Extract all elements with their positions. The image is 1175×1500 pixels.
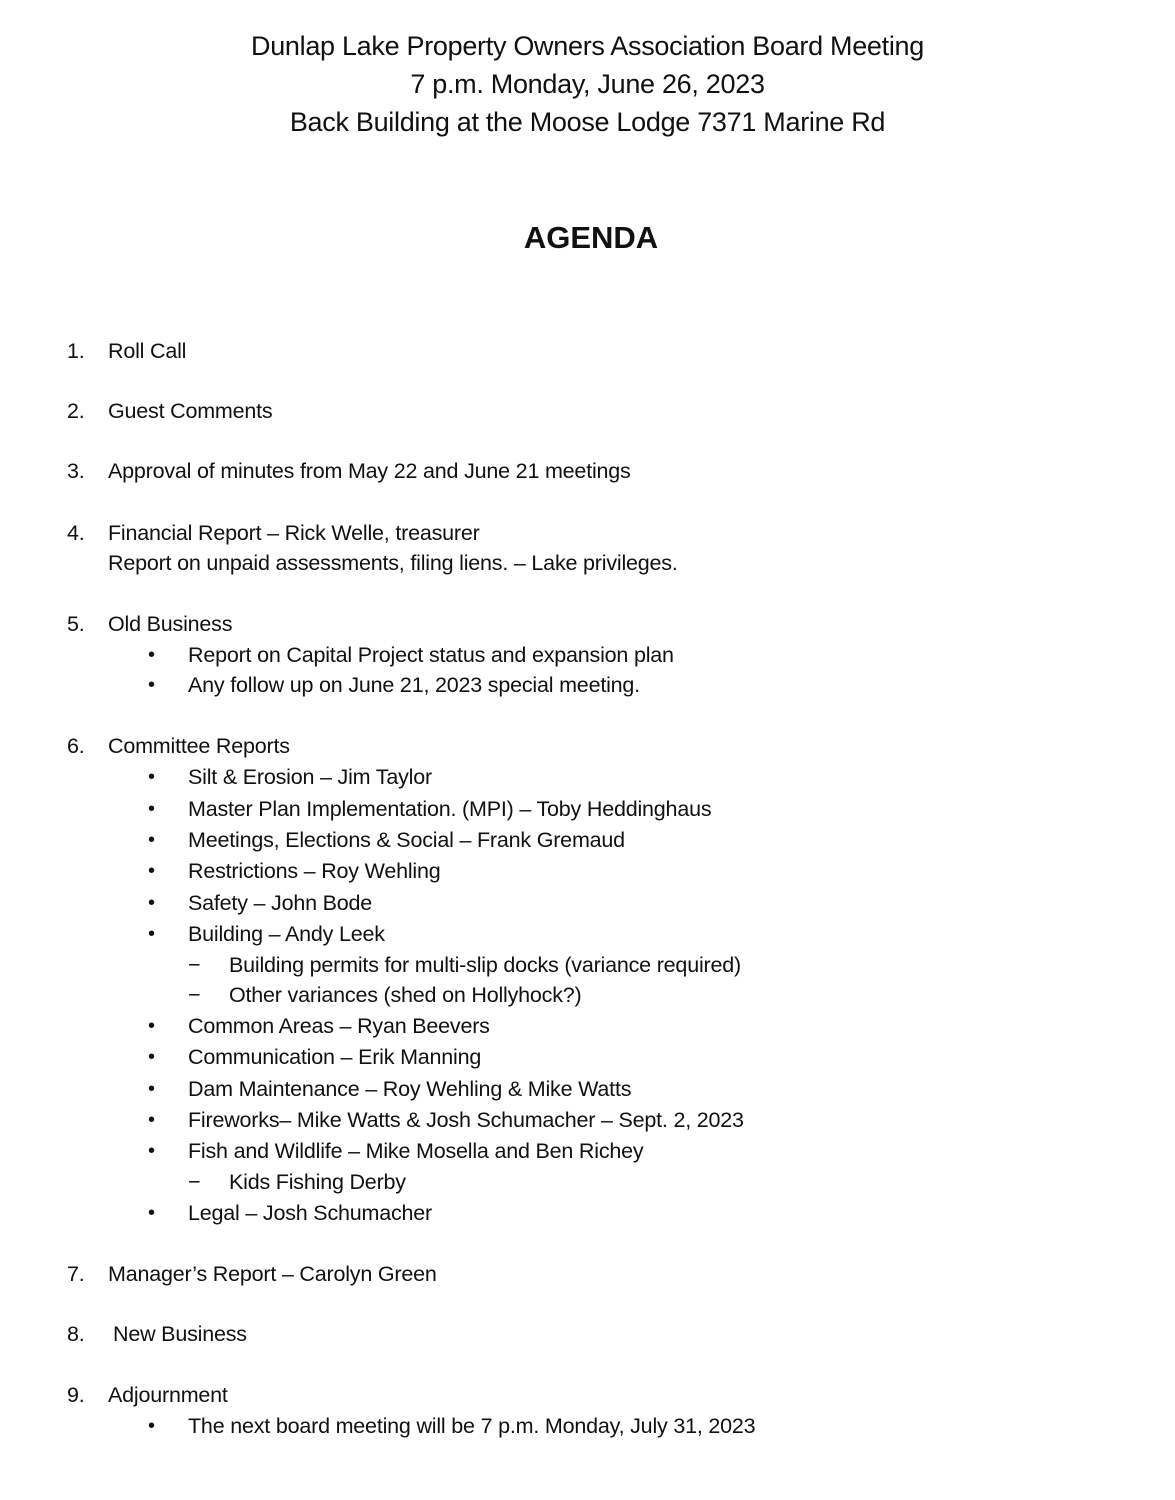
bullet-icon: •: [148, 798, 155, 820]
bullet-icon: •: [148, 1015, 155, 1037]
bullet-item: [0, 762, 1175, 792]
bullet-item: [0, 1105, 1175, 1135]
item-number: 7.: [67, 1262, 85, 1286]
bullet-text: Safety – John Bode: [188, 891, 373, 915]
bullet-text: Master Plan Implementation. (MPI) – Toby Heddinghaus: [188, 797, 712, 821]
item-number: 8.: [67, 1322, 85, 1346]
agenda-item-guest-comments: [0, 396, 1175, 426]
dash-icon: −: [188, 983, 201, 1007]
bullet-icon: •: [148, 644, 155, 666]
bullet-item: [0, 640, 1175, 670]
bullet-item: [0, 825, 1175, 855]
bullet-item: [0, 794, 1175, 824]
bullet-item: [0, 1042, 1175, 1072]
meeting-header: [0, 27, 1175, 141]
bullet-icon: •: [148, 923, 155, 945]
bullet-text: Dam Maintenance – Roy Wehling & Mike Watts: [188, 1077, 632, 1101]
item-number: 5.: [67, 612, 85, 636]
bullet-icon: •: [148, 674, 155, 696]
financial-report-detail: [0, 548, 1175, 578]
item-text: Roll Call: [108, 339, 187, 363]
bullet-item: [0, 919, 1175, 949]
agenda-item-new-business: [0, 1319, 1175, 1349]
header-datetime: 7 p.m. Monday, June 26, 2023: [410, 69, 765, 99]
item-text: Financial Report – Rick Welle, treasurer: [108, 521, 480, 545]
item-number: 4.: [67, 521, 85, 545]
bullet-text: Common Areas – Ryan Beevers: [188, 1014, 490, 1038]
item-continuation: Report on unpaid assessments, filing liens. – Lake privileges.: [108, 551, 678, 575]
agenda-item-adjournment: [0, 1380, 1175, 1410]
item-number: 3.: [67, 459, 85, 483]
agenda-item-committee-reports: [0, 731, 1175, 761]
bullet-text: Building – Andy Leek: [188, 922, 385, 946]
item-number: 2.: [67, 399, 85, 423]
sub-item-text: Other variances (shed on Hollyhock?): [229, 983, 582, 1007]
bullet-icon: •: [148, 1202, 155, 1224]
bullet-item: [0, 1198, 1175, 1228]
bullet-icon: •: [148, 892, 155, 914]
sub-item-text: Building permits for multi-slip docks (variance required): [229, 953, 741, 977]
bullet-text: Report on Capital Project status and expansion plan: [188, 643, 674, 667]
bullet-text: Communication – Erik Manning: [188, 1045, 482, 1069]
bullet-icon: •: [148, 1415, 155, 1437]
bullet-icon: •: [148, 766, 155, 788]
item-text: Guest Comments: [108, 399, 273, 423]
bullet-text: Silt & Erosion – Jim Taylor: [188, 765, 432, 789]
agenda-item-roll-call: [0, 336, 1175, 366]
bullet-item: [0, 670, 1175, 700]
bullet-text: Meetings, Elections & Social – Frank Gremaud: [188, 828, 625, 852]
dash-icon: −: [188, 1170, 201, 1194]
bullet-item: [0, 1136, 1175, 1166]
item-text: Old Business: [108, 612, 233, 636]
sub-item: [0, 980, 1175, 1010]
item-text: Committee Reports: [108, 734, 290, 758]
item-number: 9.: [67, 1383, 85, 1407]
agenda-item-approval-minutes: [0, 456, 1175, 486]
item-number: 1.: [67, 339, 85, 363]
agenda-title: AGENDA: [523, 220, 659, 255]
sub-item: [0, 1167, 1175, 1197]
item-text: Manager’s Report – Carolyn Green: [108, 1262, 437, 1286]
agenda-item-managers-report: [0, 1259, 1175, 1289]
bullet-text: Fireworks– Mike Watts & Josh Schumacher – Sept. 2, 2023: [188, 1108, 744, 1132]
bullet-icon: •: [148, 1078, 155, 1100]
bullet-text: Fish and Wildlife – Mike Mosella and Ben Richey: [188, 1139, 644, 1163]
bullet-item: [0, 856, 1175, 886]
bullet-text: Restrictions – Roy Wehling: [188, 859, 441, 883]
bullet-icon: •: [148, 1140, 155, 1162]
header-org-title: Dunlap Lake Property Owners Association Board Meeting: [251, 31, 924, 61]
dash-icon: −: [188, 953, 201, 977]
bullet-item: [0, 888, 1175, 918]
bullet-text: Any follow up on June 21, 2023 special meeting.: [188, 673, 640, 697]
bullet-item: [0, 1411, 1175, 1441]
sub-item-text: Kids Fishing Derby: [229, 1170, 406, 1194]
item-number: 6.: [67, 734, 85, 758]
bullet-icon: •: [148, 860, 155, 882]
item-text: New Business: [113, 1322, 247, 1346]
bullet-item: [0, 1011, 1175, 1041]
agenda-item-old-business: [0, 609, 1175, 639]
bullet-icon: •: [148, 829, 155, 851]
bullet-item: [0, 1074, 1175, 1104]
sub-item: [0, 950, 1175, 980]
bullet-icon: •: [148, 1109, 155, 1131]
header-location: Back Building at the Moose Lodge 7371 Marine Rd: [289, 107, 886, 137]
agenda-item-financial-report: [0, 518, 1175, 548]
item-text: Adjournment: [108, 1383, 228, 1407]
bullet-icon: •: [148, 1046, 155, 1068]
bullet-text: Legal – Josh Schumacher: [188, 1201, 432, 1225]
item-text: Approval of minutes from May 22 and June 21 meetings: [108, 459, 631, 483]
bullet-text: The next board meeting will be 7 p.m. Monday, July 31, 2023: [188, 1414, 756, 1438]
